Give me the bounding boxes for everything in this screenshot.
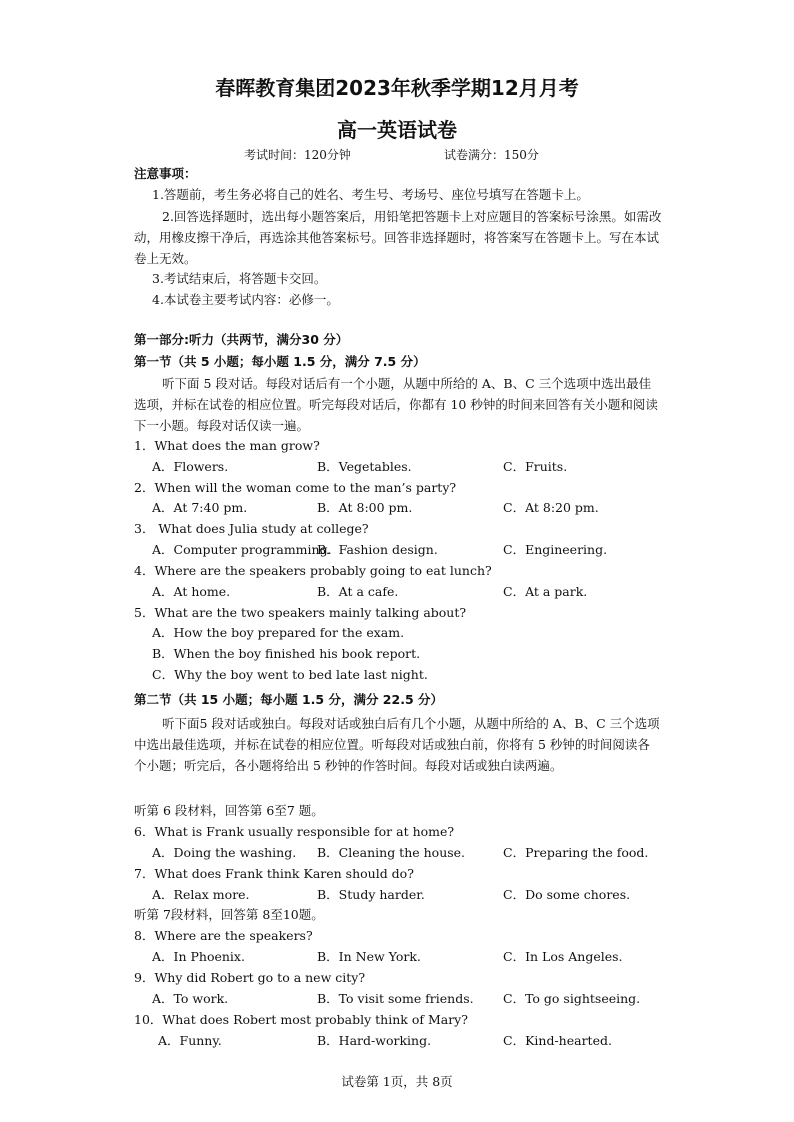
question-4-option-a: A．At home. [152, 584, 231, 599]
question-10: 10．What does Robert most probably think of Mary? [134, 1012, 468, 1027]
question-1-option-b: B．Vegetables. [317, 459, 412, 474]
note-item-1: 1.答题前，考生务必将自己的姓名、考生号、考场号、座位号填写在答题卡上。 [152, 187, 589, 202]
question-3-option-b: B．Fashion design. [317, 542, 438, 557]
exam-time: 考试时间：120分钟 [244, 148, 351, 162]
question-6-option-b: B．Cleaning the house. [317, 845, 466, 860]
question-7-option-b: B．Study harder. [317, 887, 425, 902]
question-7: 7．What does Frank think Karen should do? [134, 866, 414, 881]
question-10-option-b: B．Hard-working. [317, 1033, 432, 1048]
material-6-note: 听第 6 段材料，回答第 6至7 题。 [134, 803, 324, 818]
exam-subtitle: 高一英语试卷 [337, 118, 457, 142]
question-5: 5．What are the two speakers mainly talking about? [134, 605, 467, 620]
question-2: 2．When will the woman come to the man’s party? [134, 480, 457, 495]
question-4: 4．Where are the speakers probably going to eat lunch? [134, 563, 492, 578]
section1-heading: 第一节（共 5 小题；每小题 1.5 分，满分 7.5 分） [134, 354, 426, 369]
question-3: 3． What does Julia study at college? [134, 521, 369, 536]
notes-heading: 注意事项： [134, 166, 197, 181]
question-6: 6．What is Frank usually responsible for at home? [134, 824, 455, 839]
question-8-option-a: A．In Phoenix. [152, 949, 245, 964]
question-9: 9．Why did Robert go to a new city? [134, 970, 366, 985]
note-item-3: 3.考试结束后，将答题卡交回。 [152, 271, 327, 286]
question-9-option-b: B．To visit some friends. [317, 991, 474, 1006]
question-5-option-c: C．Why the boy went to bed late last night. [152, 667, 428, 682]
section2-heading: 第二节（共 15 小题；每小题 1.5 分，满分 22.5 分） [134, 692, 443, 707]
section2-instructions: 听下面5 段对话或独白。每段对话或独白后有几个小题，从题中所给的 A、B、C 三个选项中选出最佳选项，并标在试卷的相应位置。听每段对话或独白前，你将有 5 秒钟的时间阅读各个小题；听完后，各小题将给出 5 秒钟的作答时间。每段对话或独白读两遍。 [134, 716, 660, 773]
question-1-option-c: C．Fruits. [503, 459, 568, 474]
question-9-option-c: C．To go sightseeing. [503, 991, 641, 1006]
question-8-option-c: C．In Los Angeles. [503, 949, 623, 964]
question-1: 1．What does the man grow? [134, 438, 320, 453]
section1-instructions: 听下面 5 段对话。每段对话后有一个小题，从题中所给的 A、B、C 三个选项中选出最佳选项，并标在试卷的相应位置。听完每段对话后，你都有 10 秒钟的时间来回答有关小题和阅读下一小题。每段对话仅读一遍。 [134, 376, 658, 433]
question-7-option-a: A．Relax more. [152, 887, 250, 902]
part1-heading: 第一部分:听力（共两节，满分30 分） [134, 332, 349, 347]
question-5-option-b: B．When the boy finished his book report. [152, 646, 421, 661]
question-6-option-a: A．Doing the washing. [152, 845, 297, 860]
note-item-2: 2.回答选择题时，选出每小题答案后，用铅笔把答题卡上对应题目的答案标号涂黑。如需改动，用橡皮擦干净后，再选涂其他答案标号。回答非选择题时，将答案写在答题卡上。写在本试卷上无效。 [134, 209, 662, 266]
question-2-option-a: A．At 7:40 pm. [152, 500, 248, 515]
question-3-option-c: C．Engineering. [503, 542, 608, 557]
question-10-option-c: C．Kind-hearted. [503, 1033, 612, 1048]
question-4-option-c: C．At a park. [503, 584, 588, 599]
question-8: 8．Where are the speakers? [134, 928, 313, 943]
question-1-option-a: A．Flowers. [152, 459, 229, 474]
page-footer: 试卷第 1页，共 8页 [341, 1074, 453, 1089]
question-6-option-c: C．Preparing the food. [503, 845, 649, 860]
question-2-option-c: C．At 8:20 pm. [503, 500, 599, 515]
exam-score: 试卷满分：150分 [444, 148, 539, 162]
question-4-option-b: B．At a cafe. [317, 584, 399, 599]
question-3-option-a: A．Computer programming. [152, 542, 332, 557]
question-5-option-a: A．How the boy prepared for the exam. [152, 625, 405, 640]
question-2-option-b: B．At 8:00 pm. [317, 500, 413, 515]
exam-title: 春晖教育集团2023年秋季学期12月月考 [215, 76, 579, 100]
question-9-option-a: A．To work. [152, 991, 229, 1006]
material-7-note: 听第 7段材料，回答第 8至10题。 [134, 907, 324, 922]
question-8-option-b: B．In New York. [317, 949, 421, 964]
note-item-4: 4.本试卷主要考试内容：必修一。 [152, 292, 339, 307]
question-7-option-c: C．Do some chores. [503, 887, 631, 902]
question-10-option-a: A．Funny. [158, 1033, 222, 1048]
